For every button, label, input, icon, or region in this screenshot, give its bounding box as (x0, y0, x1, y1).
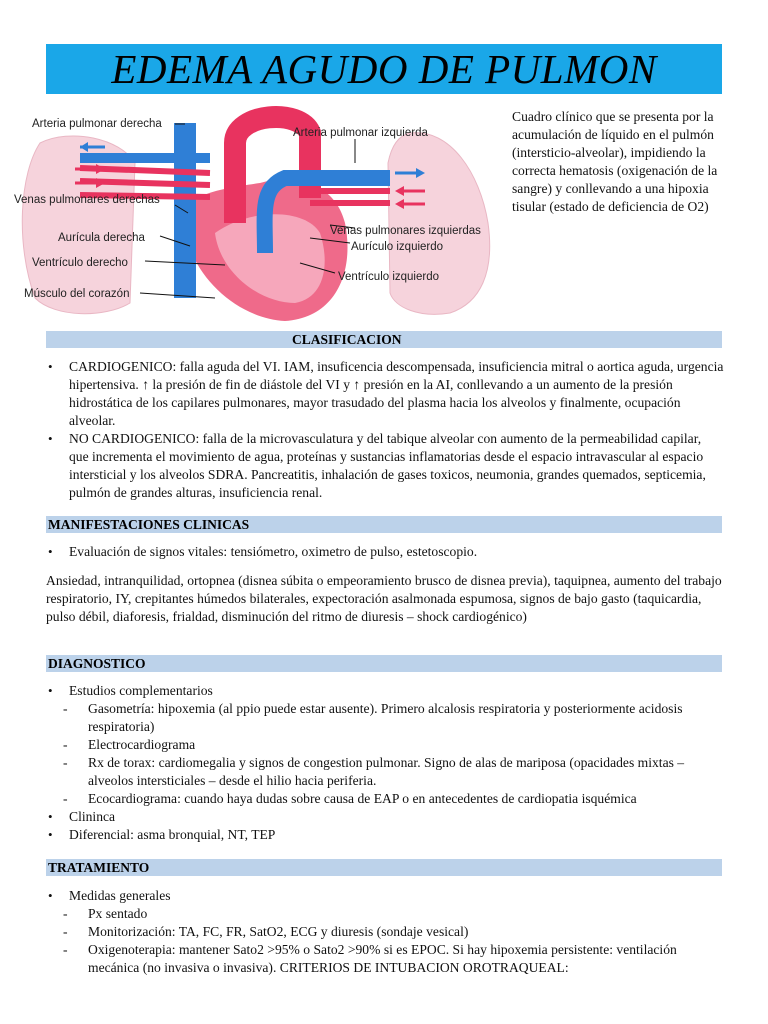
label-auriculo-izquierdo: Aurículo izquierdo (351, 241, 444, 253)
manifestaciones-body (46, 543, 724, 626)
sub-list-item: - Rx de torax: cardiomegalia y signos de congestion pulmonar. Signo de alas de mariposa (opacidades mixtas – alveolos intersticiales – desde el hilio hacia periferia. (46, 754, 724, 790)
left-lung-shape (388, 133, 490, 315)
intro-text: Cuadro clínico que se presenta por la acumulación de líquido en el pulmón (intersticio-alveolar), impidiendo la correcta hematosis (oxigenación de la sangre) y conllevando a una hipoxia tisular (estado de deficiencia de O2) (512, 109, 718, 214)
list-item-label: Estudios complementarios (69, 683, 213, 698)
section-heading-diagnostico: DIAGNOSTICO (46, 655, 722, 672)
clasificacion-list (46, 358, 724, 502)
label-ventriculo-derecho: Ventrículo derecho (32, 257, 128, 269)
list-item: • CARDIOGENICO: falla aguda del VI. IAM, insuficencia descompensada, insuficiencia mitral o aortica aguda, urgencia hipertensiva. ↑ la presión de fin de diástole del VI y ↑ presión en la AI, conllevando a un aumento de la presión hidrostática de los capilares pulmonares, mayor trasudado del plasma hacia los alveolos y finalmente, ocupación alveolar. (46, 358, 724, 430)
manifestaciones-paragraph: Ansiedad, intranquilidad, ortopnea (disnea súbita o empeoramiento brusco de disnea previa), taquipnea, aumento del trabajo respiratorio, IY, crepitantes húmedos bilaterales, expectoración asalmonada espumosa, signos de bajo gasto (taquicardia, pulso débil, diaforesis, frialdad, disminución del ritmo de diuresis – shock cardiogénico) (46, 573, 722, 624)
sub-list-item: - Px sentado (46, 905, 724, 923)
sub-list-item: - Oxigenoterapia: mantener Sato2 >95% o Sato2 >90% si es EPOC. Si hay hipoxemia persistente: ventilación mecánica (no invasiva o invasiva). CRITERIOS DE INTUBACION OROTRAQUEAL: (46, 941, 724, 977)
label-venas-izquierdas: Venas pulmonares izquierdas (330, 225, 481, 237)
section-heading-clasificacion: CLASIFICACION (46, 331, 722, 348)
list-item (46, 682, 724, 808)
page-title: EDEMA AGUDO DE PULMON (111, 46, 657, 92)
sub-list-item: - Gasometría: hipoxemia (al ppio puede estar ausente). Primero alcalosis respiratoria y posteriormente acidosis respiratoria) (46, 700, 724, 736)
list-item: • NO CARDIOGENICO: falla de la microvasculatura y del tabique alveolar con aumento de la permeabilidad capilar, que incrementa el movimiento de agua, proteínas y sustancias inflamatorias desde el espacio intravascular al espacio intersticial y los alveolos SDRA. Pancreatitis, inhalación de gases toxicos, neumonia, grandes quemados, septicemia, pulmón de grandes alturas, insuficiencia renal. (46, 430, 724, 502)
label-ventriculo-izquierdo: Ventrículo izquierdo (338, 271, 440, 283)
list-item: • Evaluación de signos vitales: tensiómetro, oximetro de pulso, estetoscopio. (46, 543, 724, 561)
tratamiento-body (46, 887, 724, 977)
sub-list-item: - Ecocardiograma: cuando haya dudas sobre causa de EAP o en antecedentes de cardiopatia isquémica (46, 790, 724, 808)
list-item-label: Medidas generales (69, 888, 171, 903)
list-item (46, 887, 724, 977)
heart-lung-diagram (10, 103, 505, 325)
sub-list-item: - Electrocardiograma (46, 736, 724, 754)
sub-list-item: - Monitorización: TA, FC, FR, SatO2, ECG y diuresis (sondaje vesical) (46, 923, 724, 941)
diagnostico-body (46, 682, 724, 844)
section-heading-tratamiento: TRATAMIENTO (46, 859, 722, 876)
label-arteria-derecha: Arteria pulmonar derecha (32, 118, 162, 130)
section-heading-manifestaciones: MANIFESTACIONES CLINICAS (46, 516, 722, 533)
label-venas-derechas: Venas pulmonares derechas (14, 194, 160, 206)
title-banner (46, 44, 722, 94)
label-auricula-derecha: Aurícula derecha (58, 232, 145, 244)
label-musculo: Músculo del corazón (24, 288, 130, 300)
list-item: • Clininca (46, 808, 724, 826)
label-arteria-izquierda: Arteria pulmonar izquierda (293, 127, 428, 139)
list-item: • Diferencial: asma bronquial, NT, TEP (46, 826, 724, 844)
